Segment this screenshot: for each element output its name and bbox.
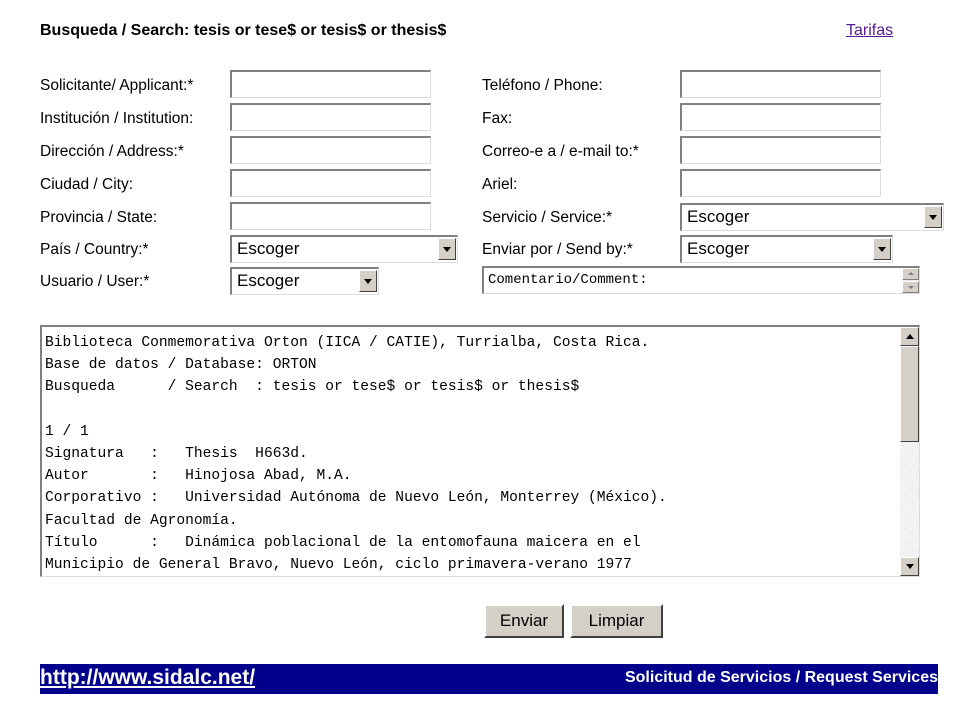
state-input[interactable] bbox=[230, 202, 431, 230]
chevron-down-icon[interactable] bbox=[359, 270, 377, 292]
state-label: Provincia / State: bbox=[40, 209, 158, 226]
comment-scrollbar[interactable] bbox=[902, 268, 919, 293]
email-input[interactable] bbox=[680, 136, 881, 164]
scroll-up-icon[interactable] bbox=[900, 327, 919, 346]
ariel-label: Ariel: bbox=[482, 176, 518, 193]
ariel-input[interactable] bbox=[680, 169, 881, 197]
institution-input[interactable] bbox=[230, 103, 431, 131]
service-label: Servicio / Service:* bbox=[482, 209, 613, 226]
user-label: Usuario / User:* bbox=[40, 273, 150, 290]
footer-title: Solicitud de Servicios / Request Services bbox=[624, 669, 938, 686]
service-select[interactable] bbox=[680, 203, 944, 231]
comment-value: Comentario/Comment: bbox=[488, 272, 648, 288]
phone-label: Teléfono / Phone: bbox=[482, 77, 603, 94]
send-by-label: Enviar por / Send by:* bbox=[482, 241, 633, 258]
scroll-down-icon[interactable] bbox=[902, 281, 919, 293]
fax-input[interactable] bbox=[680, 103, 881, 131]
chevron-down-icon[interactable] bbox=[438, 238, 456, 260]
results-scrollbar[interactable] bbox=[900, 327, 919, 576]
send-by-select[interactable] bbox=[680, 235, 893, 263]
search-title: Busqueda / Search: tesis or tese$ or tesis$ or thesis$ bbox=[40, 22, 447, 39]
scrollbar-thumb[interactable] bbox=[900, 346, 919, 442]
scroll-up-icon[interactable] bbox=[902, 268, 919, 280]
country-select[interactable] bbox=[230, 235, 458, 263]
address-label: Dirección / Address:* bbox=[40, 143, 184, 160]
applicant-input[interactable] bbox=[230, 70, 431, 98]
email-label: Correo-e a / e-mail to:* bbox=[482, 143, 639, 160]
sidalc-link[interactable]: http://www.sidalc.net/ bbox=[40, 666, 256, 689]
comment-textarea[interactable] bbox=[482, 266, 920, 294]
user-select-value: Escoger bbox=[237, 271, 300, 290]
tarifas-link[interactable]: Tarifas bbox=[846, 22, 894, 39]
country-select-value: Escoger bbox=[237, 239, 300, 258]
city-input[interactable] bbox=[230, 169, 431, 197]
scroll-down-icon[interactable] bbox=[900, 557, 919, 576]
footer-bar bbox=[40, 664, 938, 694]
results-text: Biblioteca Conmemorativa Orton (IICA / CATIE), Turrialba, Costa Rica. Base de datos / Database: ORTON Busqueda / Search : tesis or tese$ or tesis$ or thesis$ 1 / 1 Signatura : Thesis H663d. Autor : Hinojosa Abad, M.A. Corporativo : Universidad Autónoma de Nuevo León, Monterrey (México). Facultad de Agronomía. Título : Dinámica poblacional de la entomofauna maicera en el Municipio de General Bravo, Nuevo León, ciclo primavera-verano 1977 bbox=[45, 335, 667, 574]
applicant-label: Solicitante/ Applicant:* bbox=[40, 77, 194, 94]
address-input[interactable] bbox=[230, 136, 431, 164]
results-textarea[interactable] bbox=[40, 325, 920, 577]
fax-label: Fax: bbox=[482, 110, 513, 127]
institution-label: Institución / Institution: bbox=[40, 110, 194, 127]
phone-input[interactable] bbox=[680, 70, 881, 98]
city-label: Ciudad / City: bbox=[40, 176, 134, 193]
send-by-select-value: Escoger bbox=[687, 239, 750, 258]
country-label: País / Country:* bbox=[40, 241, 149, 258]
chevron-down-icon[interactable] bbox=[924, 206, 942, 228]
chevron-down-icon[interactable] bbox=[873, 238, 891, 260]
user-select[interactable] bbox=[230, 267, 379, 295]
send-button[interactable]: Enviar bbox=[484, 604, 564, 638]
service-select-value: Escoger bbox=[687, 207, 750, 226]
clear-button[interactable]: Limpiar bbox=[570, 604, 663, 638]
